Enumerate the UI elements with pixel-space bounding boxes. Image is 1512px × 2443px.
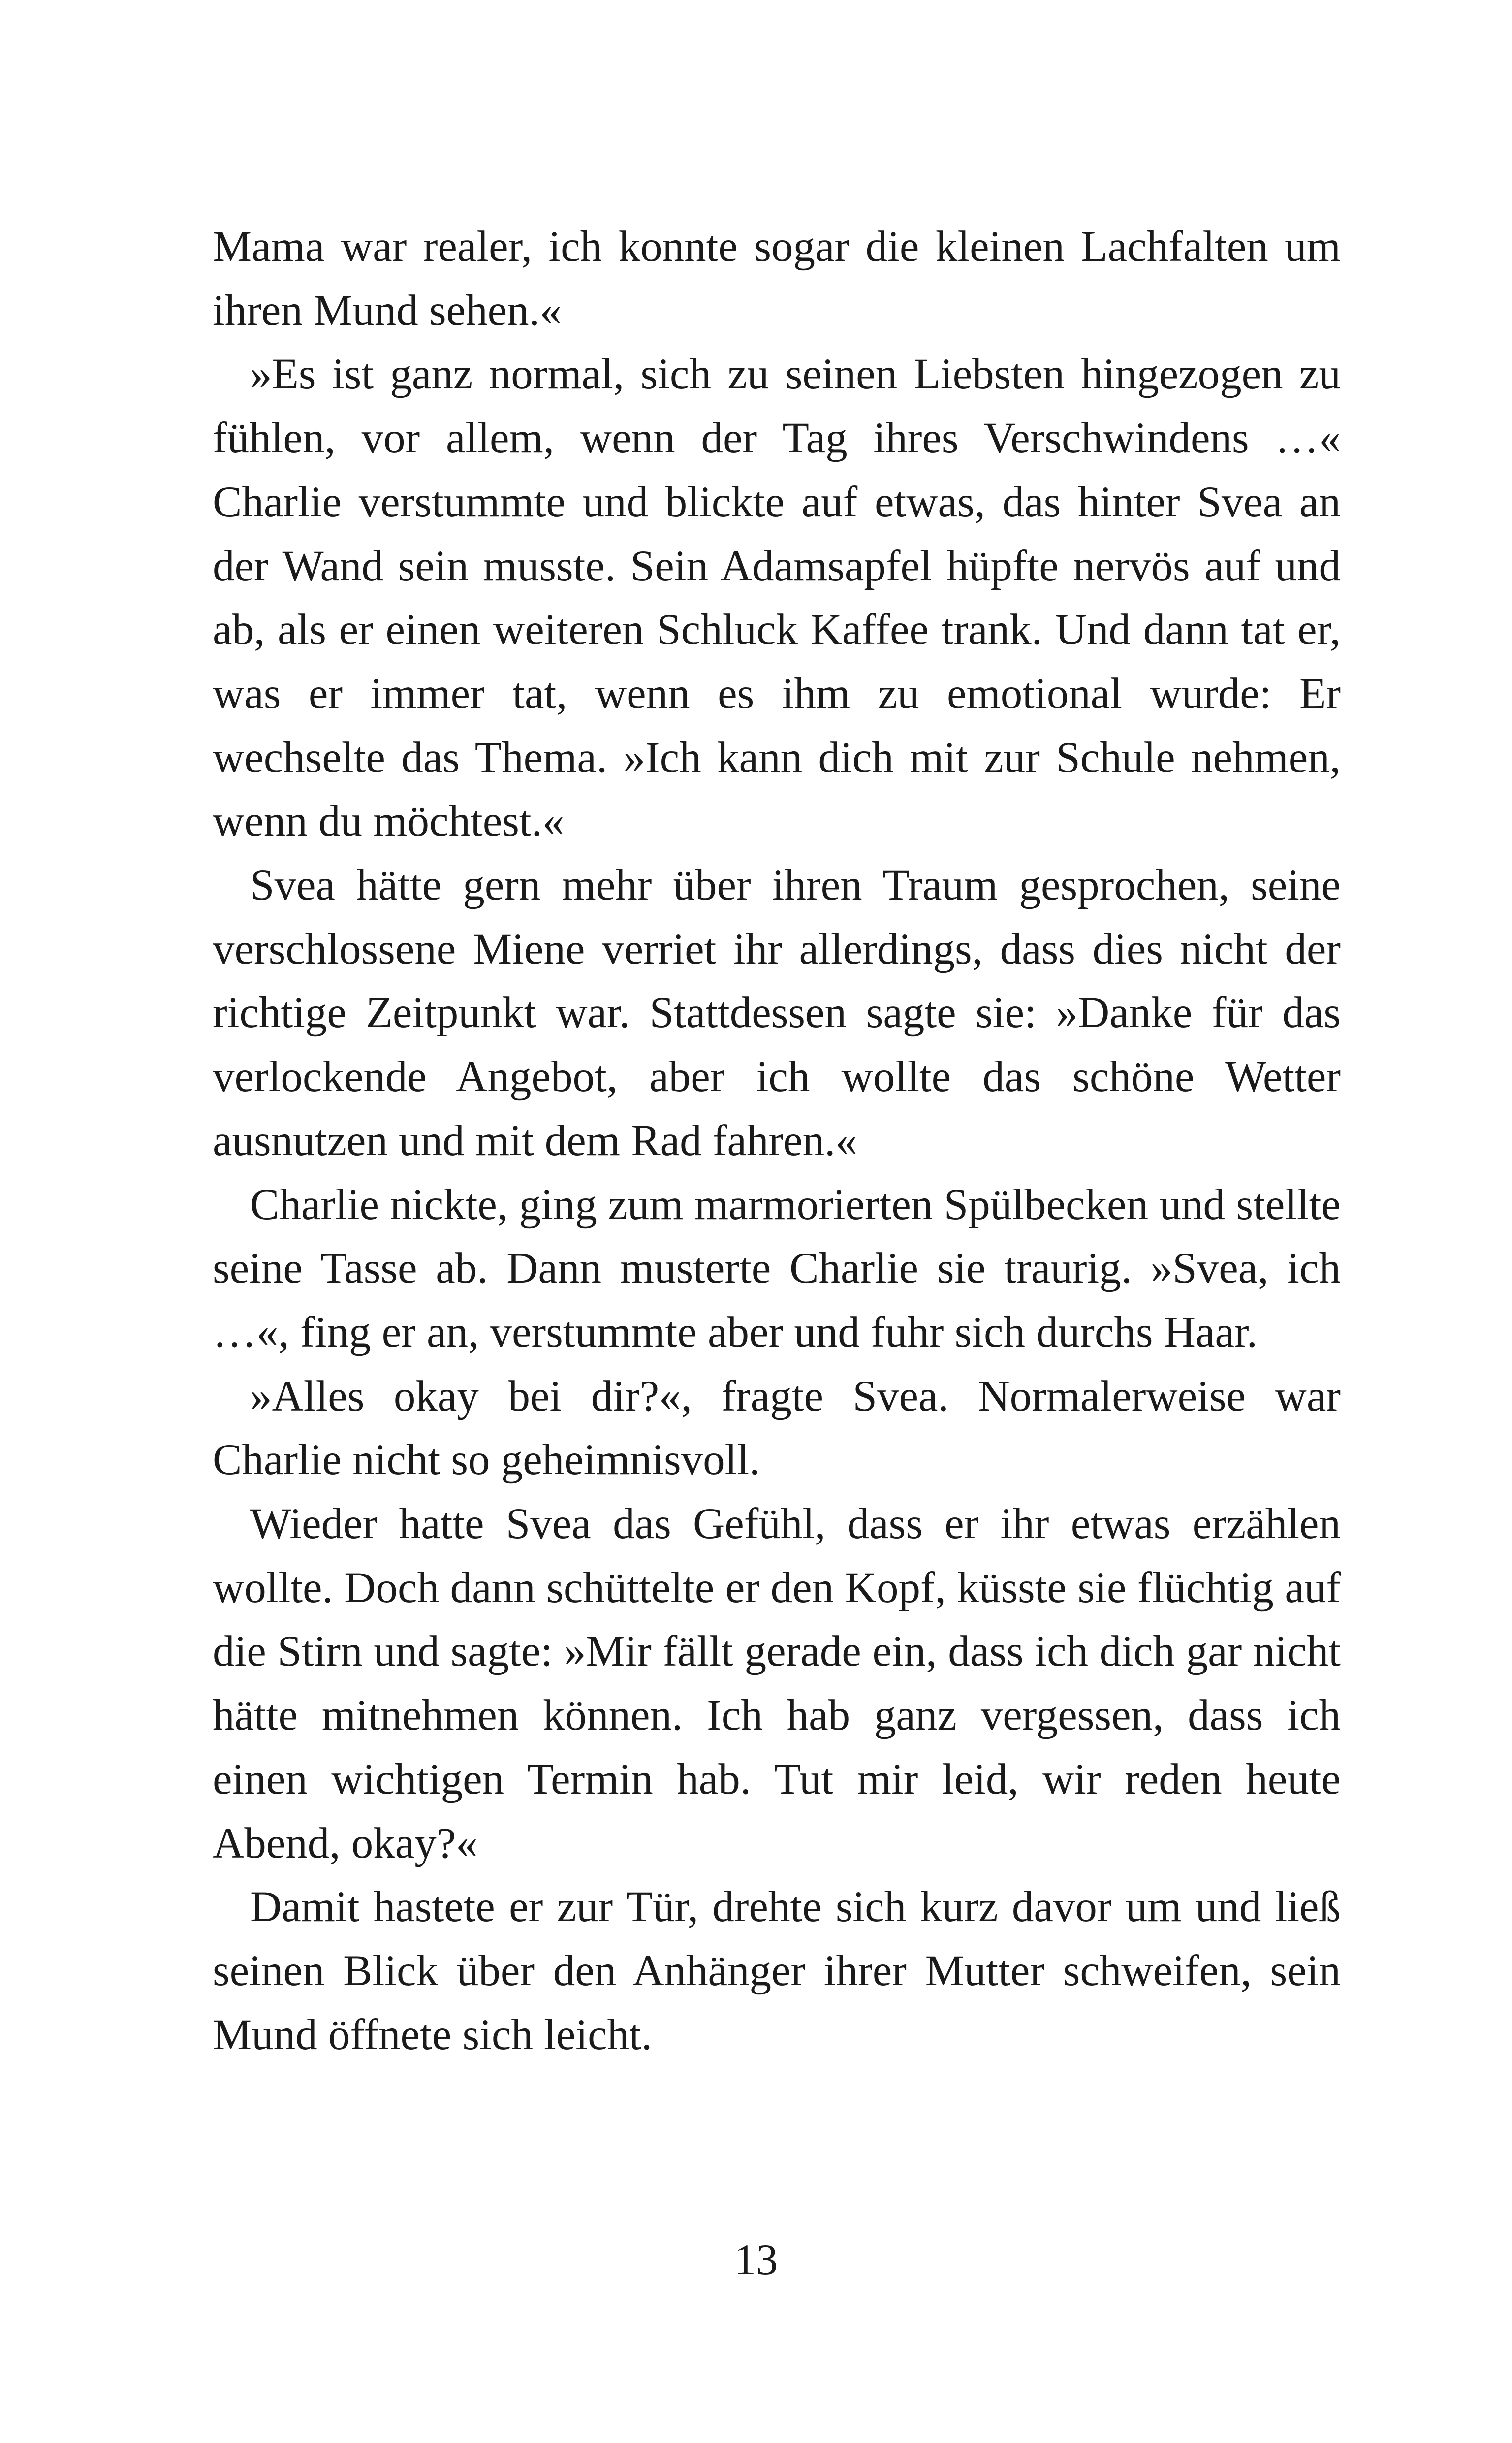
paragraph-3: Svea hätte gern mehr über ihren Traum gesprochen, seine verschlossene Miene verriet ihr allerdings, dass dies nicht der richtige Zeitpunkt war. Stattdessen sagte sie: »Danke für das verlockende Angebot, aber ich wollte das schöne Wetter ausnutzen und mit dem Rad fahren.« — [213, 861, 1341, 1165]
paragraph-1: Mama war realer, ich konnte sogar die kleinen Lachfalten um ihren Mund sehen.« — [213, 223, 1341, 335]
body-text — [213, 215, 1341, 2067]
page-number: 13 — [734, 2236, 778, 2284]
paragraph-6: Wieder hatte Svea das Gefühl, dass er ihr etwas erzählen wollte. Doch dann schüttelte er den Kopf, küsste sie flüchtig auf die Stirn und sagte: »Mir fällt gerade ein, dass ich dich gar nicht hätte mitnehmen können. Ich hab ganz vergessen, dass ich einen wichtigen Termin hab. Tut mir leid, wir reden heute Abend, okay?« — [213, 1500, 1341, 1867]
paragraph-7: Damit hastete er zur Tür, drehte sich kurz davor um und ließ seinen Blick über den Anhänger ihrer Mutter schweifen, sein Mund öffnete sich leicht. — [213, 1883, 1341, 2059]
paragraph-5: »Alles okay bei dir?«, fragte Svea. Normalerweise war Charlie nicht so geheimnisvoll. — [213, 1372, 1341, 1484]
paragraph-4: Charlie nickte, ging zum marmorierten Spülbecken und stellte seine Tasse ab. Dann musterte Charlie sie traurig. »Svea, ich …«, fing er an, verstummte aber und fuhr sich durchs Haar. — [213, 1180, 1341, 1356]
paragraph-2: »Es ist ganz normal, sich zu seinen Liebsten hingezogen zu fühlen, vor allem, wenn der Tag ihres Verschwindens …« Charlie verstummte und blickte auf etwas, das hinter Svea an der Wand sein musste. Sein Adamsapfel hüpfte nervös auf und ab, als er einen weiteren Schluck Kaffee trank. Und dann tat er, was er immer tat, wenn es ihm zu emotional wurde: Er wechselte das Thema. »Ich kann dich mit zur Schule nehmen, wenn du möchtest.« — [213, 350, 1341, 846]
